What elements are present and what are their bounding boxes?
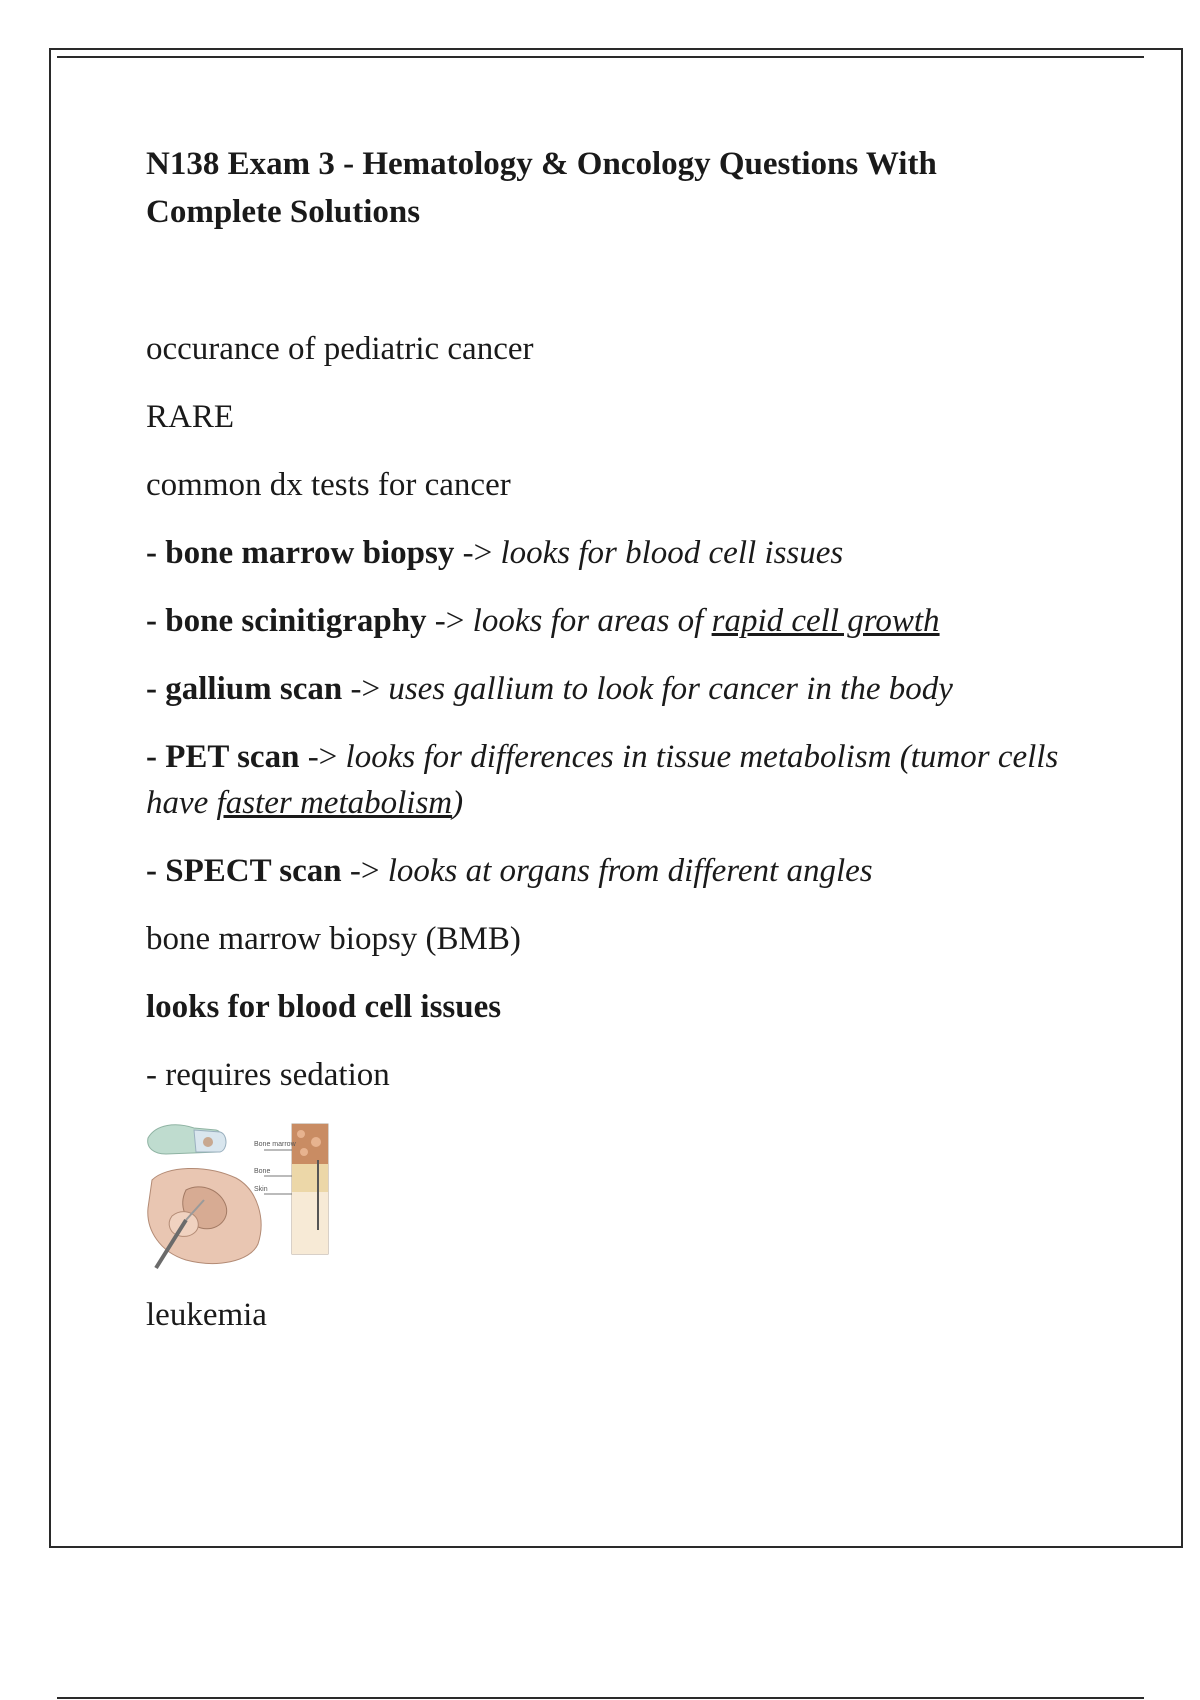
question-bmb: bone marrow biopsy (BMB)	[146, 921, 521, 957]
figure-label-skin: Skin	[254, 1186, 268, 1193]
answer-pediatric-cancer: RARE	[146, 399, 235, 435]
item-arrow: ->	[454, 535, 501, 571]
item-term: SPECT scan	[165, 853, 342, 889]
item-dash: -	[146, 603, 166, 639]
item-description: looks at organs from different angles	[387, 853, 873, 889]
item-term: bone marrow biopsy	[165, 535, 455, 571]
item-description-underlined: faster metabolism	[216, 785, 453, 821]
item-description: looks for differences in tissue metabolism (tumor cells have	[146, 739, 1059, 821]
item-dash: -	[146, 671, 166, 707]
item-description: looks for areas of	[472, 603, 712, 639]
item-description-end: )	[452, 785, 464, 821]
answer-bmb-note: - requires sedation	[146, 1057, 390, 1093]
item-description: uses gallium to look for cancer in the body	[388, 671, 953, 707]
item-arrow: ->	[342, 671, 389, 707]
document-title: N138 Exam 3 - Hematology & Oncology Questions With Complete Solutions	[146, 146, 937, 230]
figure-label-bone: Bone	[254, 1168, 271, 1175]
list-item	[146, 666, 1106, 712]
top-rule	[57, 56, 1144, 58]
item-term: bone scinitigraphy	[165, 603, 427, 639]
item-description-underlined: rapid cell growth	[711, 603, 940, 639]
document-body	[146, 140, 1106, 1360]
item-arrow: ->	[341, 853, 388, 889]
bottom-rule	[57, 1697, 1144, 1699]
list-item	[146, 848, 1106, 894]
list-item	[146, 598, 1106, 644]
question-leukemia: leukemia	[146, 1297, 267, 1333]
figure-label-bone-marrow: Bone marrow	[254, 1141, 296, 1148]
answer-bmb: looks for blood cell issues	[146, 989, 502, 1025]
item-description: looks for blood cell issues	[500, 535, 844, 571]
item-dash: -	[146, 535, 166, 571]
item-term: gallium scan	[165, 671, 343, 707]
item-dash: -	[146, 853, 166, 889]
bone-marrow-biopsy-illustration	[146, 1120, 330, 1270]
question-dx-tests: common dx tests for cancer	[146, 467, 511, 503]
item-term: PET scan	[165, 739, 300, 775]
question-pediatric-cancer: occurance of pediatric cancer	[146, 331, 534, 367]
list-item	[146, 530, 1106, 576]
item-dash: -	[146, 739, 166, 775]
item-arrow: ->	[426, 603, 473, 639]
list-item	[146, 734, 1106, 826]
item-arrow: ->	[299, 739, 346, 775]
